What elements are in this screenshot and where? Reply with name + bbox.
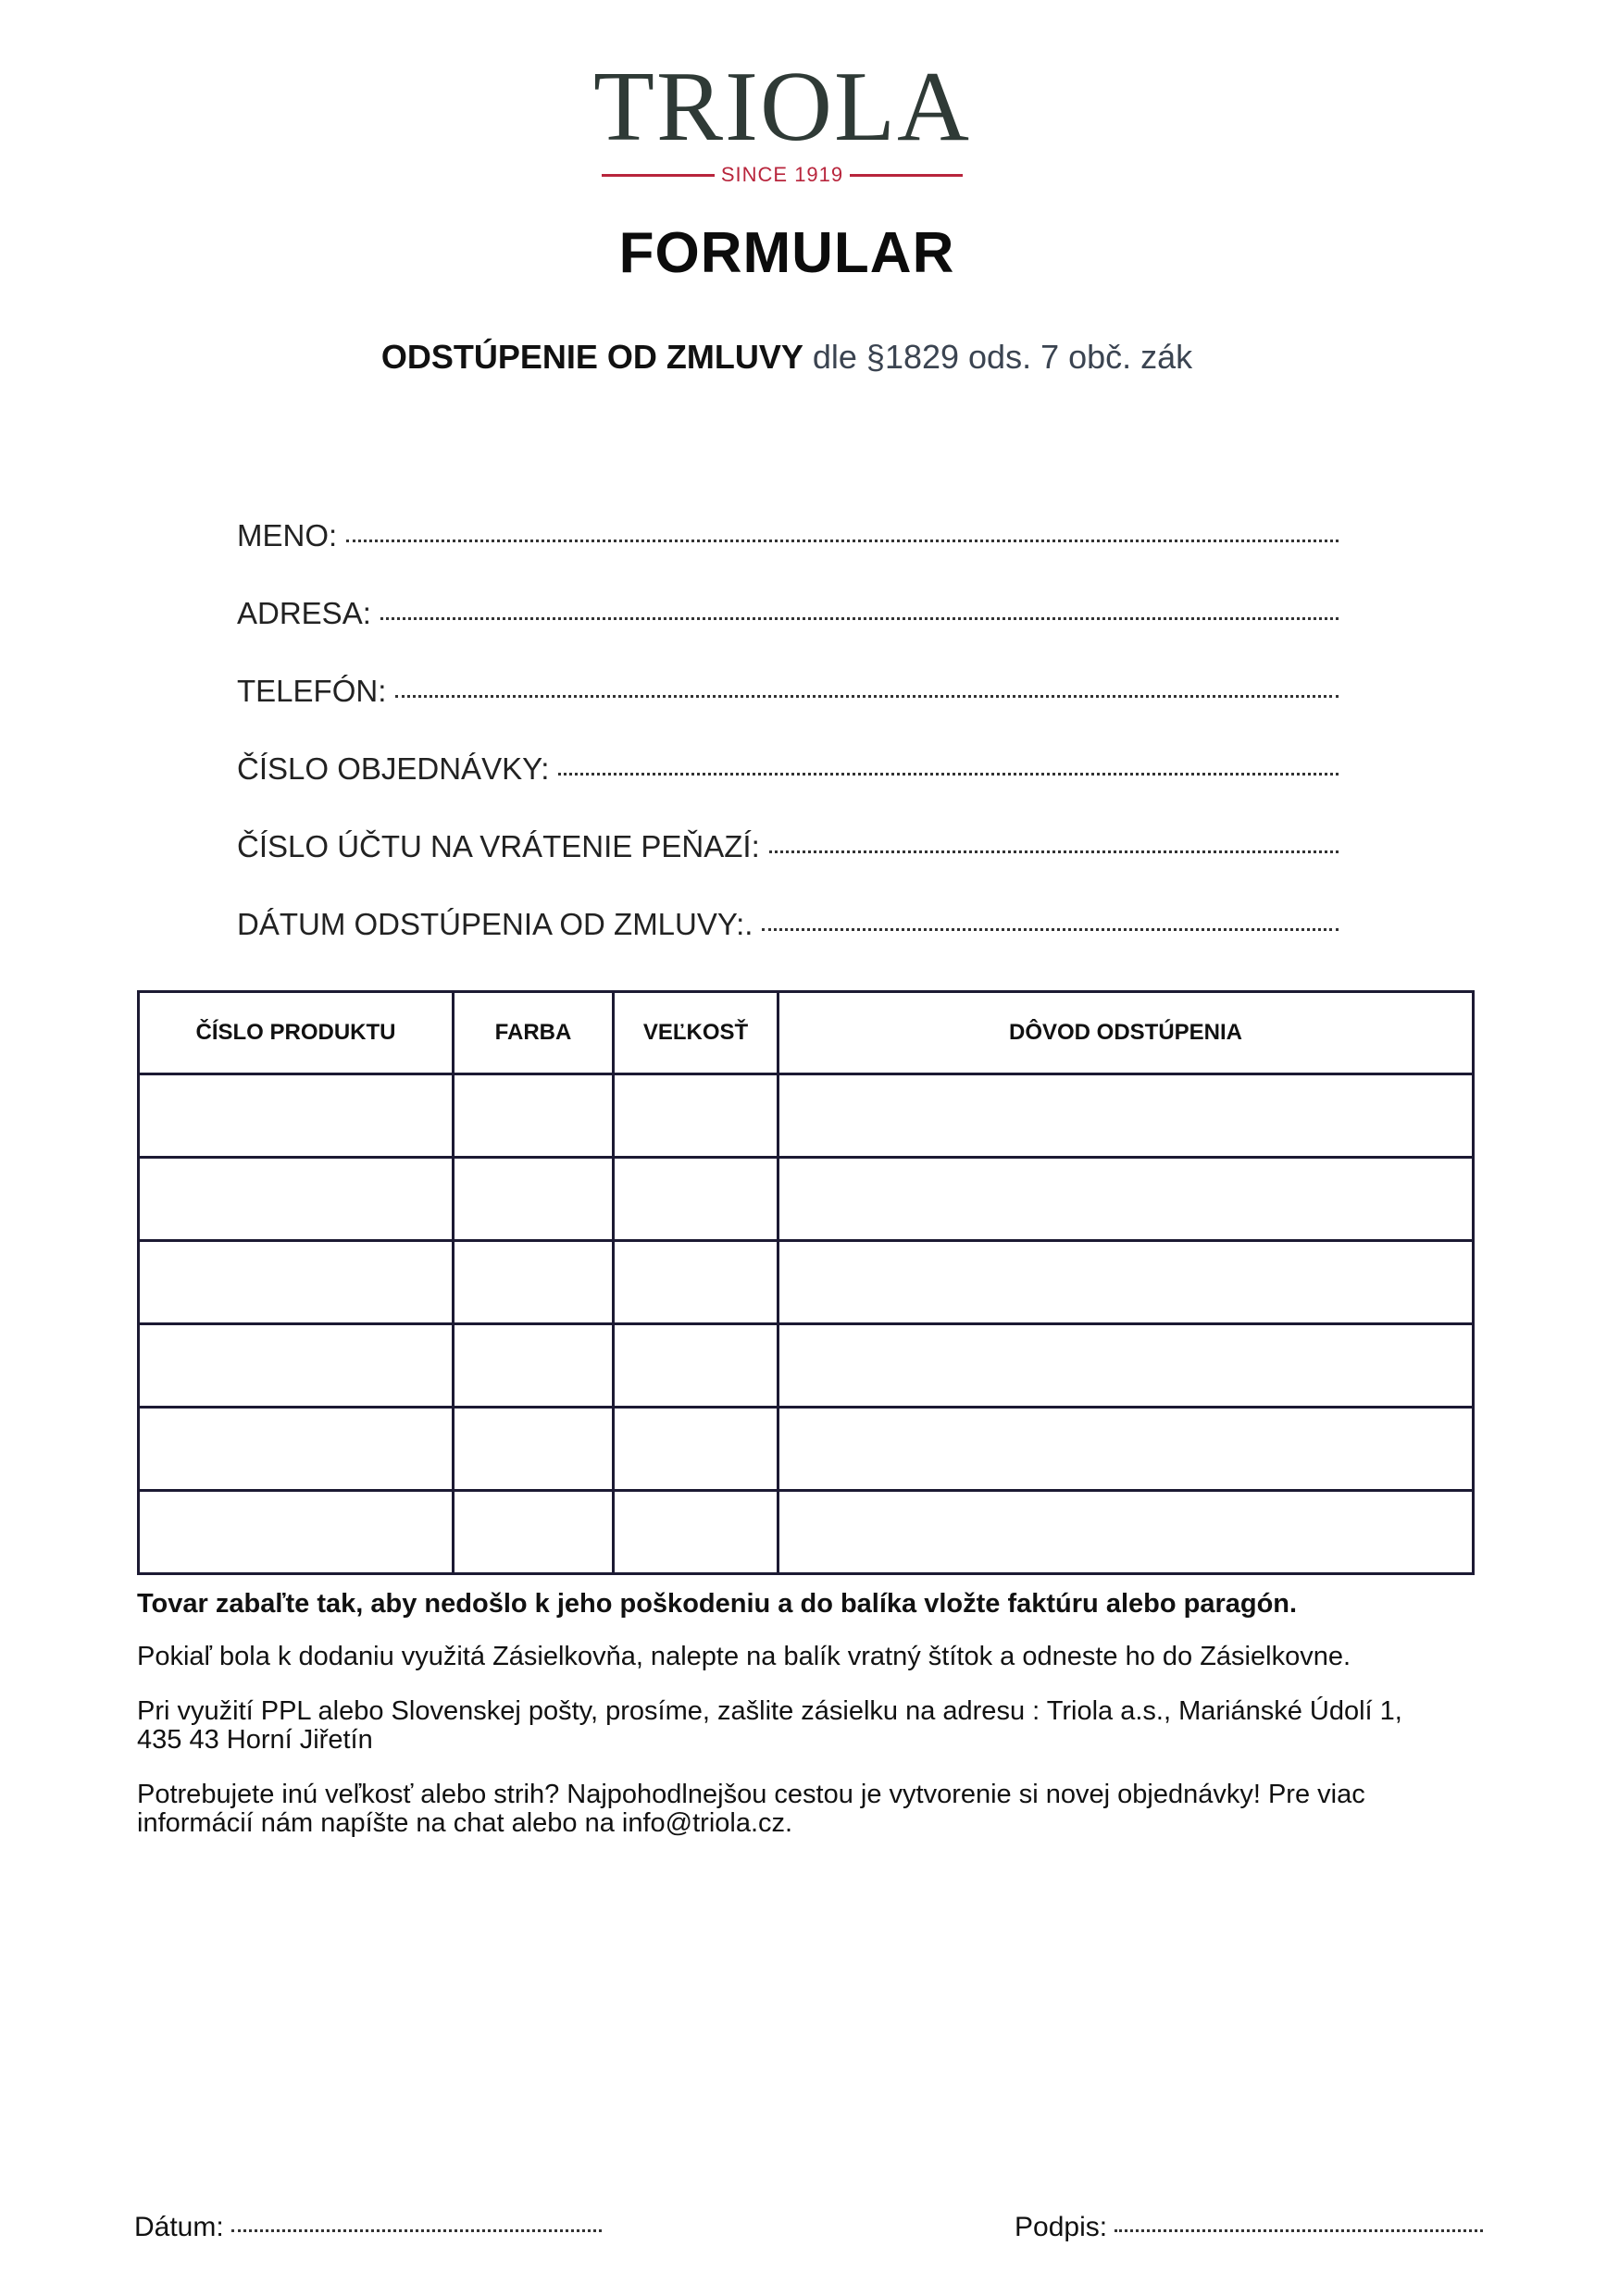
field-account-number-line[interactable]: [769, 850, 1339, 853]
logo-rule-left: [602, 174, 715, 177]
field-account-number: [237, 829, 1339, 907]
form-title: FORMULAR: [618, 221, 955, 285]
note-packing: Tovar zabaľte tak, aby nedošlo k jeho poškodeniu a do balíka vložte faktúru alebo paragón.: [137, 1589, 1298, 1619]
cell-size[interactable]: [614, 1408, 778, 1491]
table-row: [139, 1158, 1474, 1241]
field-account-number-label: ČÍSLO ÚČTU NA VRÁTENIE PEŇAZÍ:: [237, 829, 760, 863]
header-product-number: ČÍSLO PRODUKTU: [139, 992, 454, 1074]
signature-line[interactable]: [1115, 2228, 1483, 2232]
header-size: VEĽKOSŤ: [614, 992, 778, 1074]
note-other-size-line2: informácií nám napíšte na chat alebo na info@triola.cz.: [137, 1808, 793, 1838]
cell-color[interactable]: [454, 1408, 614, 1491]
table-row: [139, 1241, 1474, 1324]
triola-logo: [592, 52, 972, 189]
table-row: [139, 1074, 1474, 1158]
field-address: [237, 596, 1339, 674]
note-other-size: [137, 1781, 1479, 1838]
cell-reason[interactable]: [778, 1074, 1474, 1158]
logo-since-text: SINCE 1919: [720, 163, 844, 186]
note-return-address: [137, 1697, 1479, 1755]
form-subtitle: [0, 338, 1574, 377]
field-order-number-line[interactable]: [558, 772, 1339, 776]
cell-reason[interactable]: [778, 1491, 1474, 1574]
signature-field: [1015, 2212, 1483, 2243]
table-row: [139, 1491, 1474, 1574]
field-phone-line[interactable]: [395, 694, 1339, 698]
cell-product-number[interactable]: [139, 1408, 454, 1491]
cell-product-number[interactable]: [139, 1324, 454, 1408]
table-row: [139, 1408, 1474, 1491]
field-withdrawal-date: [237, 907, 1339, 985]
field-order-number-label: ČÍSLO OBJEDNÁVKY:: [237, 751, 550, 786]
field-name-label: MENO:: [237, 518, 338, 552]
cell-color[interactable]: [454, 1324, 614, 1408]
header-color: FARBA: [454, 992, 614, 1074]
note-zasielkovna: Pokiaľ bola k dodaniu využitá Zásielkovňa, nalepte na balík vratný štítok a odneste ho do Zásielkovne.: [137, 1642, 1351, 1671]
logo-wordmark: TRIOLA: [593, 52, 971, 162]
cell-size[interactable]: [614, 1324, 778, 1408]
cell-color[interactable]: [454, 1158, 614, 1241]
table-row: [139, 1324, 1474, 1408]
field-phone-label: TELEFÓN:: [237, 674, 387, 708]
contact-fields: [237, 518, 1339, 985]
subtitle-strong: ODSTÚPENIE OD ZMLUVY: [380, 338, 803, 376]
cell-reason[interactable]: [778, 1241, 1474, 1324]
cell-reason[interactable]: [778, 1324, 1474, 1408]
cell-size[interactable]: [614, 1491, 778, 1574]
cell-color[interactable]: [454, 1491, 614, 1574]
header-reason: DÔVOD ODSTÚPENIA: [778, 992, 1474, 1074]
cell-size[interactable]: [614, 1241, 778, 1324]
field-name: [237, 518, 1339, 596]
cell-color[interactable]: [454, 1074, 614, 1158]
cell-reason[interactable]: [778, 1408, 1474, 1491]
cell-product-number[interactable]: [139, 1074, 454, 1158]
date-line[interactable]: [231, 2228, 602, 2232]
note-return-address-line1: Pri využití PPL alebo Slovenskej pošty, prosíme, zašlite zásielku na adresu : Triola a.s., Mariánské Údolí 1,: [137, 1696, 1402, 1726]
field-address-label: ADRESA:: [237, 596, 371, 630]
signature-label: Podpis:: [1015, 2212, 1108, 2242]
field-address-line[interactable]: [380, 616, 1339, 620]
table-header-row: [139, 992, 1474, 1074]
return-instructions: [137, 1590, 1479, 1864]
cell-product-number[interactable]: [139, 1241, 454, 1324]
field-withdrawal-date-line[interactable]: [762, 927, 1339, 931]
cell-color[interactable]: [454, 1241, 614, 1324]
cell-reason[interactable]: [778, 1158, 1474, 1241]
field-order-number: [237, 751, 1339, 829]
note-return-address-line2: 435 43 Horní Jiřetín: [137, 1725, 373, 1755]
note-other-size-line1: Potrebujete inú veľkosť alebo strih? Najpohodlnejšou cestou je vytvorenie si novej objednávky! Pre viac: [137, 1780, 1365, 1809]
cell-size[interactable]: [614, 1074, 778, 1158]
field-name-line[interactable]: [346, 539, 1339, 542]
field-withdrawal-date-label: DÁTUM ODSTÚPENIA OD ZMLUVY:.: [237, 907, 753, 941]
cell-size[interactable]: [614, 1158, 778, 1241]
products-table: [137, 990, 1475, 1575]
date-field: [134, 2212, 602, 2243]
cell-product-number[interactable]: [139, 1158, 454, 1241]
logo-rule-right: [850, 174, 963, 177]
field-phone: [237, 674, 1339, 751]
date-label: Dátum:: [134, 2212, 224, 2242]
subtitle-law: dle §1829 ods. 7 obč. zák: [812, 338, 1193, 376]
cell-product-number[interactable]: [139, 1491, 454, 1574]
logo-since-line: [592, 161, 972, 189]
